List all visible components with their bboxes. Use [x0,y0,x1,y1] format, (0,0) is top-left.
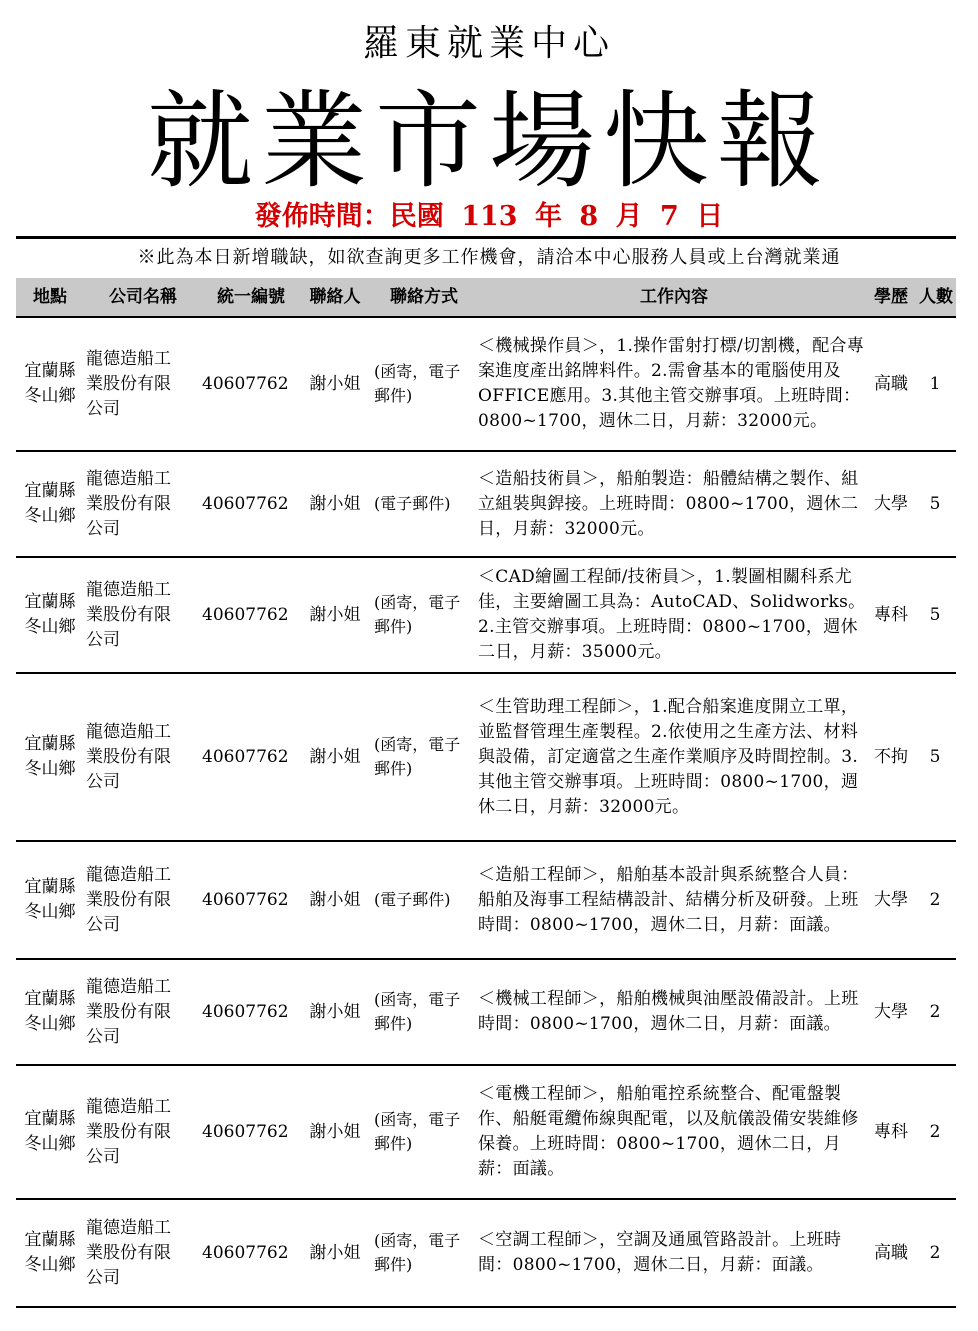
col-count: 人數 [919,287,953,307]
date-year: 113 [461,201,518,232]
row-contact-method: (函寄，電子郵件) [374,990,461,1033]
row-job-description: ＜機械工程師＞，船舶機械與油壓設備設計。上班時間：0800~1700，週休二日，月薪：面議。 [478,989,859,1034]
row-tax-id: 40607762 [202,373,289,394]
row-location: 宜蘭縣冬山鄉 [24,1230,76,1275]
row-education: 大學 [874,493,908,514]
row-location: 宜蘭縣冬山鄉 [24,481,76,526]
row-contact-method: (函寄，電子郵件) [374,1110,461,1153]
row-contact: 謝小姐 [309,493,361,514]
col-method: 聯絡方式 [390,287,458,307]
date-day-unit: 日 [696,201,724,232]
row-education: 高職 [874,373,908,394]
row-tax-id: 40607762 [202,746,289,767]
row-headcount: 2 [929,1121,941,1142]
row-contact-method: (函寄，電子郵件) [374,1231,461,1274]
table-row [16,1200,956,1308]
row-tax-id: 40607762 [202,493,289,514]
row-location: 宜蘭縣冬山鄉 [24,989,76,1034]
date-month: 8 [579,201,599,232]
publish-date [0,198,978,236]
date-day: 7 [660,201,679,232]
row-education: 大學 [874,1001,908,1022]
row-job-description: ＜生管助理工程師＞，1.配合船案進度開立工單，並監督管理生產製程。2.依使用之生產方法、材料與設備，訂定適當之生產作業順序及時間控制。3.其他主管交辦事項。上班時間：0800~1700，週休二日，月薪：32000元。 [478,696,859,817]
row-job-description: ＜機械操作員＞，1.操作雷射打標/切割機，配合專案進度產出銘牌料件。2.需會基本的電腦使用及OFFICE應用。3.其他主管交辦事項。上班時間：0800~1700，週休二日，月薪：32000元。 [478,336,865,431]
col-company: 公司名稱 [109,287,177,307]
table-row [16,1066,956,1200]
row-job-description: ＜電機工程師＞，船舶電控系統整合、配電盤製作、船艇電纜佈線與配電，以及航儀設備安裝維修保養。上班時間：0800~1700，週休二日，月薪：面議。 [478,1084,859,1179]
row-location: 宜蘭縣冬山鄉 [24,1109,76,1154]
row-contact: 謝小姐 [309,1001,361,1022]
col-education: 學歷 [874,287,908,307]
row-contact-method: (函寄，電子郵件) [374,735,461,778]
row-headcount: 5 [929,746,941,767]
row-location: 宜蘭縣冬山鄉 [24,592,76,637]
row-contact-method: (函寄，電子郵件) [374,362,461,405]
row-headcount: 2 [929,1001,941,1022]
col-description: 工作內容 [640,287,708,307]
row-company: 龍德造船工業股份有限公司 [86,864,171,935]
row-education: 專科 [874,1121,908,1142]
row-headcount: 5 [929,604,941,625]
date-label: 發佈時間：民國 [254,201,444,232]
table-row [16,960,956,1066]
row-contact-method: (電子郵件) [374,890,451,909]
table-row [16,318,956,452]
notice-text: ※此為本日新增職缺，如欲查詢更多工作機會，請洽本中心服務人員或上台灣就業通 [137,247,841,268]
row-tax-id: 40607762 [202,1001,289,1022]
col-contact: 聯絡人 [309,287,361,307]
date-year-unit: 年 [534,201,562,232]
row-headcount: 1 [929,373,941,394]
row-education: 大學 [874,889,908,910]
header-divider [16,236,956,239]
row-tax-id: 40607762 [202,1121,289,1142]
row-contact: 謝小姐 [309,746,361,767]
row-contact-method: (函寄，電子郵件) [374,593,461,636]
table-header [16,278,956,318]
row-company: 龍德造船工業股份有限公司 [86,1217,171,1288]
row-education: 專科 [874,604,908,625]
table-row [16,452,956,558]
row-contact: 謝小姐 [309,373,361,394]
row-contact: 謝小姐 [309,1242,361,1263]
row-company: 龍德造船工業股份有限公司 [86,976,171,1047]
row-contact: 謝小姐 [309,1121,361,1142]
row-tax-id: 40607762 [202,604,289,625]
date-month-unit: 月 [615,201,643,232]
row-location: 宜蘭縣冬山鄉 [24,877,76,922]
table-row [16,674,956,842]
row-headcount: 2 [929,1242,941,1263]
row-job-description: ＜造船工程師＞，船舶基本設計與系統整合人員：船舶及海事工程結構設計、結構分析及研發。上班時間：0800~1700，週休二日，月薪：面議。 [478,864,859,935]
table-row [16,558,956,674]
row-company: 龍德造船工業股份有限公司 [86,1096,171,1167]
row-contact: 謝小姐 [309,889,361,910]
row-education: 高職 [874,1242,908,1263]
row-company: 龍德造船工業股份有限公司 [86,468,171,539]
row-job-description: ＜CAD繪圖工程師/技術員＞，1.製圖相關科系尤佳，主要繪圖工具為：AutoCAD、Solidworks。2.主管交辦事項。上班時間：0800~1700，週休二日，月薪：35000元。 [478,567,866,662]
row-company: 龍德造船工業股份有限公司 [86,579,171,650]
row-location: 宜蘭縣冬山鄉 [24,734,76,779]
row-headcount: 5 [929,493,941,514]
row-company: 龍德造船工業股份有限公司 [86,721,171,792]
row-job-description: ＜造船技術員＞，船舶製造：船體結構之製作、組立組裝與銲接。上班時間：0800~1700，週休二日，月薪：32000元。 [478,468,859,539]
col-tax-id: 統一編號 [217,287,285,307]
row-tax-id: 40607762 [202,889,289,910]
row-education: 不拘 [874,746,908,767]
col-location: 地點 [33,287,67,307]
table-row [16,842,956,960]
row-company: 龍德造船工業股份有限公司 [86,348,171,419]
center-name: 羅東就業中心 [362,23,615,64]
row-contact: 謝小姐 [309,604,361,625]
row-contact-method: (電子郵件) [374,494,451,513]
row-job-description: ＜空調工程師＞，空調及通風管路設計。上班時間：0800~1700，週休二日，月薪：面議。 [478,1230,842,1275]
row-location: 宜蘭縣冬山鄉 [24,361,76,406]
row-headcount: 2 [929,889,941,910]
row-tax-id: 40607762 [202,1242,289,1263]
page-title: 就業市場快報 [147,80,831,203]
